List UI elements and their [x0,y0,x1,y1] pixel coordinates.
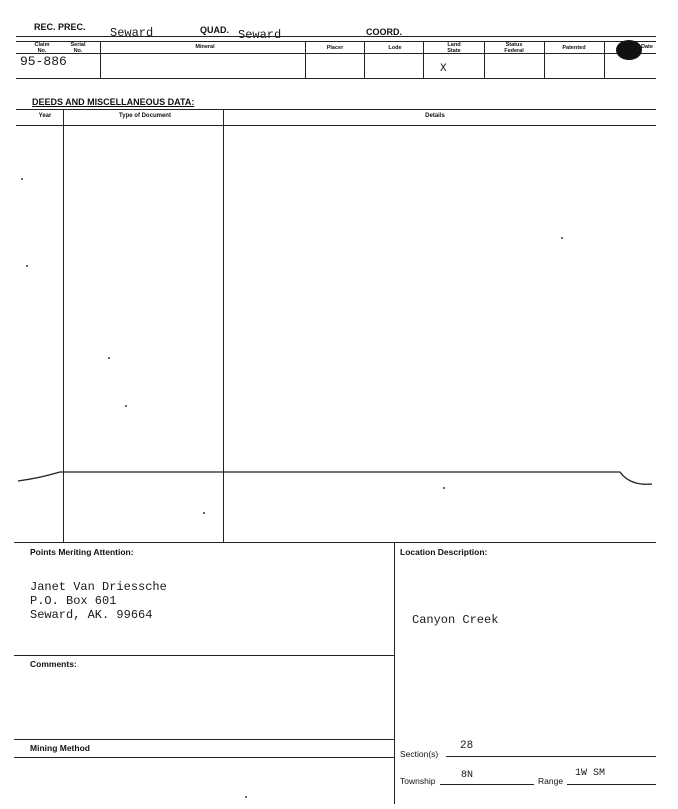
col-sep [484,41,485,78]
col-sep [364,41,365,78]
speck [203,512,205,514]
range-value: 1W SM [575,768,606,779]
col-patented: Patented [562,45,586,51]
lower-center-divider [394,542,395,804]
col-placer: Placer [326,45,344,51]
punch-hole-mark [616,40,642,60]
deeds-section-title: DEEDS AND MISCELLANEOUS DATA: [32,97,195,107]
speck [245,796,247,798]
land-state-mark: X [440,63,447,75]
quad-value: Seward [238,28,282,42]
mining-method-label: Mining Method [30,743,90,753]
col-serial-no: Serial No. [70,42,86,54]
range-line [567,784,656,785]
speck [443,487,445,489]
speck [561,237,563,239]
table-top-rule [16,41,656,42]
col-lode: Lode [388,45,402,51]
col-sep [544,41,545,78]
sections-label: Section(s) [400,749,439,759]
quad-label: QUAD. [200,25,229,35]
table-header-rule [16,53,656,54]
table-bottom-rule [16,78,656,79]
sections-line [446,756,656,757]
col-sep [604,41,605,78]
deeds-header-rule [16,125,656,126]
coord-label: COORD. [366,27,402,37]
lower-top-rule [14,542,656,543]
speck [108,357,110,359]
col-land-state: Land State [447,42,461,54]
speck [26,265,28,267]
col-sep [423,41,424,78]
fold-line [0,464,678,494]
comments-label: Comments: [30,659,77,669]
range-label: Range [538,776,564,786]
points-line-1: Janet Van Driessche [30,580,167,594]
col-details: Details [425,113,445,119]
header-rule [16,36,656,37]
township-line [440,784,534,785]
mining-method-top-rule [14,739,394,740]
speck [125,405,127,407]
township-value: 8N [461,770,474,781]
col-type-of-document: Type of Document [119,113,171,119]
points-line-2: P.O. Box 601 [30,594,117,608]
rec-prec-value: Seward [110,26,154,40]
speck [21,178,23,180]
sections-value: 28 [460,740,474,752]
col-year: Year [38,113,52,119]
col-mineral: Mineral [195,44,215,50]
deeds-top-rule [16,109,656,110]
col-sep [305,41,306,78]
col-claim-no: Claim No. [34,42,50,54]
mining-method-rule [14,757,394,758]
col-status-federal: Status Federal [504,42,524,54]
claim-no-value: 95-886 [20,54,67,69]
location-value: Canyon Creek [412,613,499,627]
rec-prec-label: REC. PREC. [34,22,86,32]
points-line-3: Seward, AK. 99664 [30,608,153,622]
points-label: Points Meriting Attention: [30,547,134,557]
col-sep [100,41,101,78]
township-label: Township [400,776,436,786]
comments-rule [14,655,394,656]
location-label: Location Description: [400,547,488,557]
col-date: Date [641,44,653,50]
